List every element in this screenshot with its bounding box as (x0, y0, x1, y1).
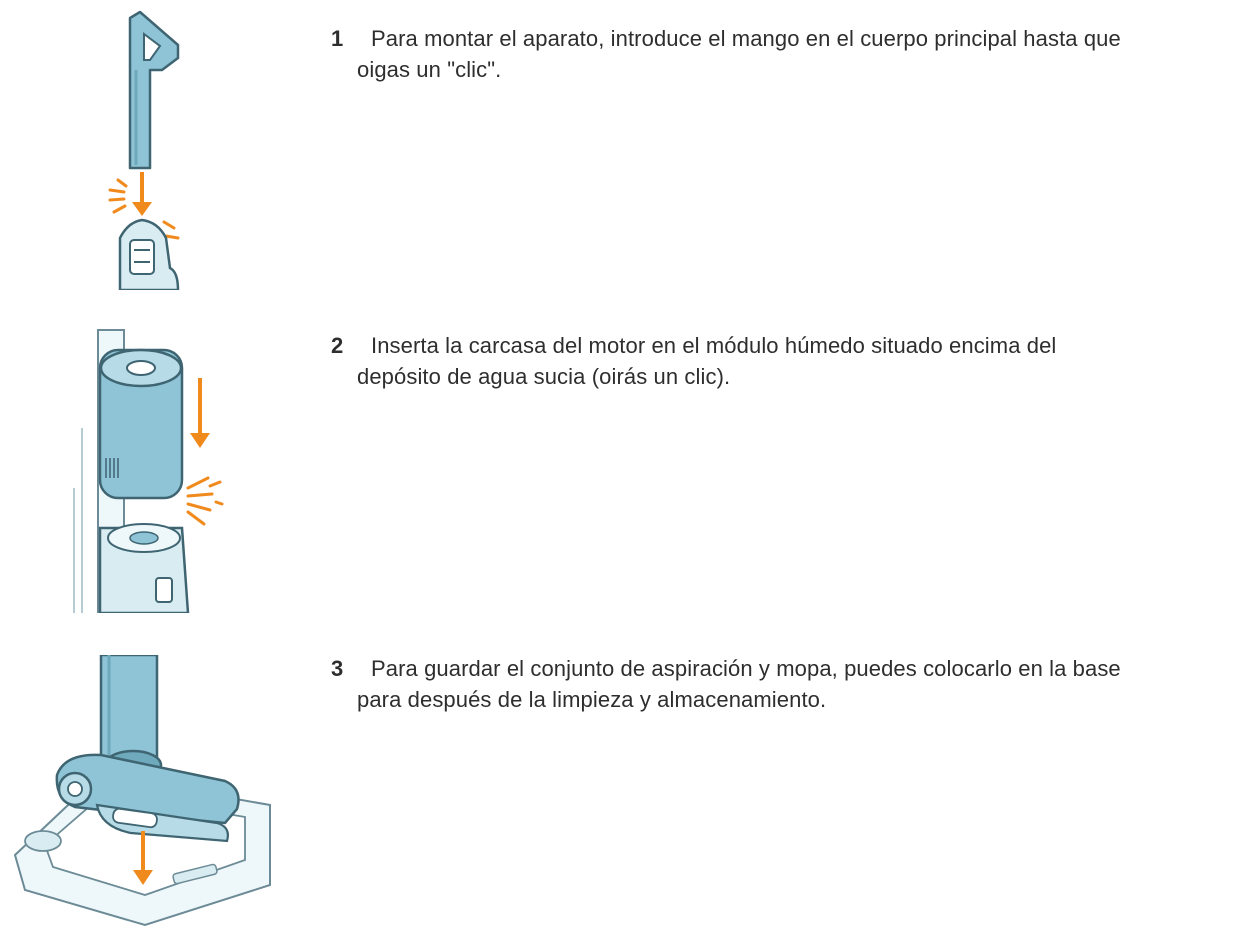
step-3-line1 (331, 653, 1254, 684)
step-2-line1-text: Inserta la carcasa del motor en el módulo húmedo situado encima del (371, 333, 1057, 358)
step-3-line2: para después de la limpieza y almacenamiento. (357, 687, 827, 712)
handle-insertion-illustration (70, 0, 220, 290)
step-2-line1 (331, 330, 1254, 361)
step-3-line1-text: Para guardar el conjunto de aspiración y mopa, puedes colocarlo en la base (371, 656, 1121, 681)
step-1-text (331, 23, 1254, 85)
step-2-number: 2 (331, 333, 344, 358)
handle-insertion-icon (70, 0, 220, 290)
motor-housing-illustration (70, 328, 240, 613)
step-2-text (331, 330, 1254, 392)
storage-base-icon (5, 655, 275, 932)
step-1-line1-text: Para montar el aparato, introduce el mango en el cuerpo principal hasta que (371, 26, 1121, 51)
step-1-line2: oigas un "clic". (357, 57, 502, 82)
storage-base-illustration (5, 655, 275, 932)
step-3-number: 3 (331, 656, 344, 681)
step-1-line1 (331, 23, 1254, 54)
step-1-number: 1 (331, 26, 344, 51)
step-2-line2: depósito de agua sucia (oirás un clic). (357, 364, 731, 389)
step-3-text (331, 653, 1254, 715)
motor-housing-icon (70, 328, 240, 613)
